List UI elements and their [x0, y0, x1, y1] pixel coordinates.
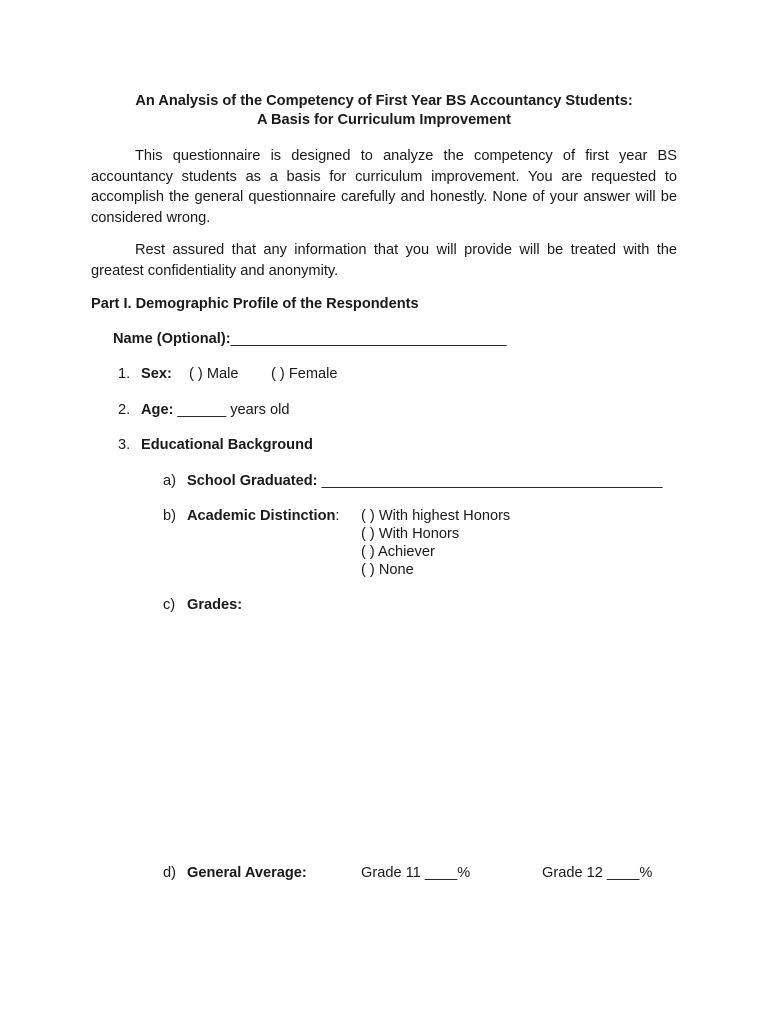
school-graduated-label: School Graduated:: [187, 473, 318, 489]
sex-label: Sex:: [141, 366, 172, 382]
name-field[interactable]: [113, 331, 507, 347]
intro-paragraph-1: [91, 146, 677, 228]
distinction-option-achiever[interactable]: ( ) Achiever: [361, 544, 435, 560]
intro-paragraph-1-text: This questionnaire is designed to analyze the competency of first year BS accountancy students as a basis for curriculum improvement. You are requested to accomplish the general questionnaire carefully and honestly. None of your answer will be considered wrong.: [91, 148, 677, 226]
distinction-option-none[interactable]: ( ) None: [361, 562, 414, 578]
grade-12-average-field[interactable]: Grade 12 ____%: [542, 865, 653, 881]
intro-paragraph-2-text: Rest assured that any information that you will provide will be treated with the greatest confidentiality and anonymity.: [91, 242, 677, 279]
part-1-heading: Part I. Demographic Profile of the Respondents: [91, 296, 419, 312]
item-2-number: 2.: [118, 402, 131, 418]
item-1-number: 1.: [118, 366, 131, 382]
age-blank[interactable]: ______ years old: [177, 402, 290, 418]
sub-c-letter: c): [163, 597, 176, 613]
educational-background-label: Educational Background: [141, 437, 313, 453]
sex-option-male[interactable]: ( ) Male: [189, 366, 239, 382]
name-blank[interactable]: __________________________________: [230, 331, 507, 347]
academic-distinction-label: Academic Distinction: [187, 508, 336, 524]
distinction-option-with-honors[interactable]: ( ) With Honors: [361, 526, 460, 542]
distinction-option-highest-honors[interactable]: ( ) With highest Honors: [361, 508, 511, 524]
sex-option-female[interactable]: ( ) Female: [271, 366, 338, 382]
name-label: Name (Optional):: [113, 331, 231, 347]
sub-d-letter: d): [163, 865, 176, 881]
academic-distinction-heading: [187, 508, 339, 524]
general-average-label: General Average:: [187, 865, 307, 881]
grade-11-average-field[interactable]: Grade 11 ____%: [361, 865, 471, 881]
intro-paragraph-2: [91, 240, 677, 281]
sub-b-letter: b): [163, 508, 176, 524]
item-3-number: 3.: [118, 437, 131, 453]
sub-a-letter: a): [163, 473, 176, 489]
school-graduated-blank[interactable]: __________________________________________: [321, 473, 663, 489]
age-label: Age:: [141, 402, 174, 418]
document-title-line-1: An Analysis of the Competency of First Year BS Accountancy Students:: [135, 93, 633, 109]
grades-label: Grades:: [187, 597, 243, 613]
age-field[interactable]: [141, 402, 289, 418]
school-graduated-field[interactable]: [187, 473, 663, 489]
document-title-line-2: A Basis for Curriculum Improvement: [256, 112, 512, 128]
academic-distinction-colon: :: [335, 508, 340, 524]
